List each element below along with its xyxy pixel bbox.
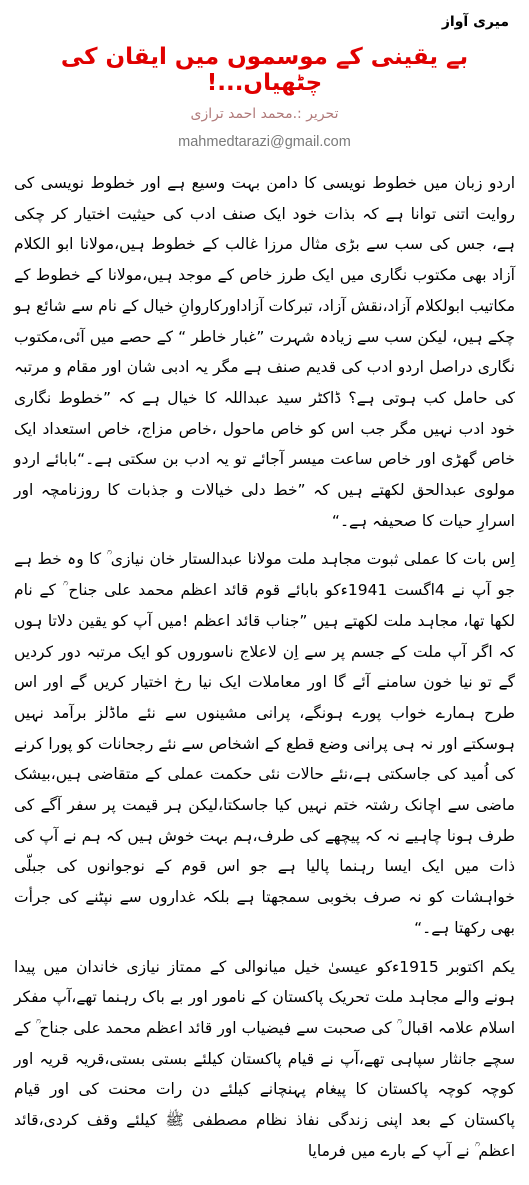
article-body [14,168,515,1167]
paragraph: اِس بات کا عملی ثبوت مجاہد ملت مولانا عبدالستار خان نیازی ؒ کا وہ خط ہے جو آپ نے 4اگست 1941ءکو بابائے قوم قائد اعظم محمد علی جناح ؒ کے نام لکھا تھا، مجاہد ملت لکھتے ہیں ”جناب قائد اعظم !میں آپ کو یقین دلاتا ہوں کہ اگر آپ ملت کے جسم پر سے اِن لاعلاج ناسوروں کو ایک مرتبہ دور کردیں گے تو نیا خون سامنے آئے گا اور معاملات ایک نیا رخ اختیار کریں گے اور اس طرح ہمارے خواب پورے ہونگے، پرانی مشینوں سے نئے ماڈلز برآمد نہیں ہوسکتے اور نہ ہی پرانی وضع قطع کے اشخاص سے نئے رجحانات کو پورا کرنے کی اُمید کی جاسکتی ہے،نئے حالات نئی حکمت عملی کے متقاضی ہیں،بیشک ماضی سے اچانک رشتہ ختم نہیں کیا جاسکتا،لیکن ہر قیمت پر سفر آگے کی طرف ہونا چاہیے نہ کہ پیچھے کی طرف،ہم بہت خوش ہیں کہ ہم نے آپ کی ذات میں ایک ایسا رہنما پالیا ہے جو اس قوم کے نوجوانوں کی جبلّی خواہشات کو نہ صرف بخوبی سمجھتا ہے بلکہ غداروں سے نپٹنے کی جرأت بھی رکھتا ہے۔“ [14,550,516,937]
paragraph: اردو زبان میں خطوط نویسی کا دامن بہت وسیع ہے اور خطوط نویسی کی روایت اتنی توانا ہے کہ بذات خود ایک صنف ادب کی حیثیت اختیار کر چکی ہے، جس کی سب سے بڑی مثال مرزا غالب کے خطوط ہیں،مولانا ابو الکلام آزاد بھی مکتوب نگاری میں ایک طرز خاص کے موجد ہیں،مولانا کے خطوط کے مکاتیب ابولکلام آزاد،نقش آزاد، تبرکات آزاداورکاروانِ خیال کے نام سے شائع ہو چکے ہیں، لیکن سب سے زیادہ شہرت ”غبار خاطر “ کے حصے میں آئی،مکتوب نگاری دراصل اردو ادب کی قدیم صنف ہے مگر یہ ادبی شان اور مقام و مرتبہ کی حامل کب ہوتی ہے؟ ڈاکٹر سید عبداللہ کا خیال ہے کہ ”خطوط نگاری خود ادب نہیں مگر جب اس کو خاص ماحول ،خاص مزاج، خاص استعداد ایک خاص گھڑی اور خاص ساعت میسر آجائے تو یہ ادب بن سکتی ہے۔“بابائے اردو مولوی عبدالحق لکھتے ہیں کہ ”خط دلی خیالات و جذبات کا روزنامچہ اور اسرارِ حیات کا صحیفہ ہے۔“ [14,174,515,530]
article-title: بے یقینی کے موسموں میں ایقان کی چٹھیاں...! [60,44,469,96]
paragraph: یکم اکتوبر 1915ءکو عیسیٰ خیل میانوالی کے ممتاز نیازی خاندان میں پیدا ہونے والے مجاہد ملت تحریک پاکستان کے نامور اور بے باک رہنما تھے،آپ مفکر اسلام علامہ اقبال ؒ کی صحبت سے فیضیاب اور قائد اعظم محمد علی جناح ؒ کے سچے جانثار سپاہی تھے،آپ نے قیام پاکستان کیلئے بستی بستی،قریہ قریہ اور کوچہ کوچہ پاکستان کا پیغام پہنچانے کیلئے دن رات محنت کی اور قیام پاکستان کے بعد اپنی زندگی نفاذ نظام مصطفی ﷺ کیلئے وقف کردی،قائد اعظم ؒ نے آپ کے بارے میں فرمایا [14,957,515,1160]
author-byline: تحریر :.محمد احمد ترازی [190,106,339,122]
author-email: mahmedtarazi@gmail.com [178,134,351,150]
column-name: میری آواز [441,14,509,30]
